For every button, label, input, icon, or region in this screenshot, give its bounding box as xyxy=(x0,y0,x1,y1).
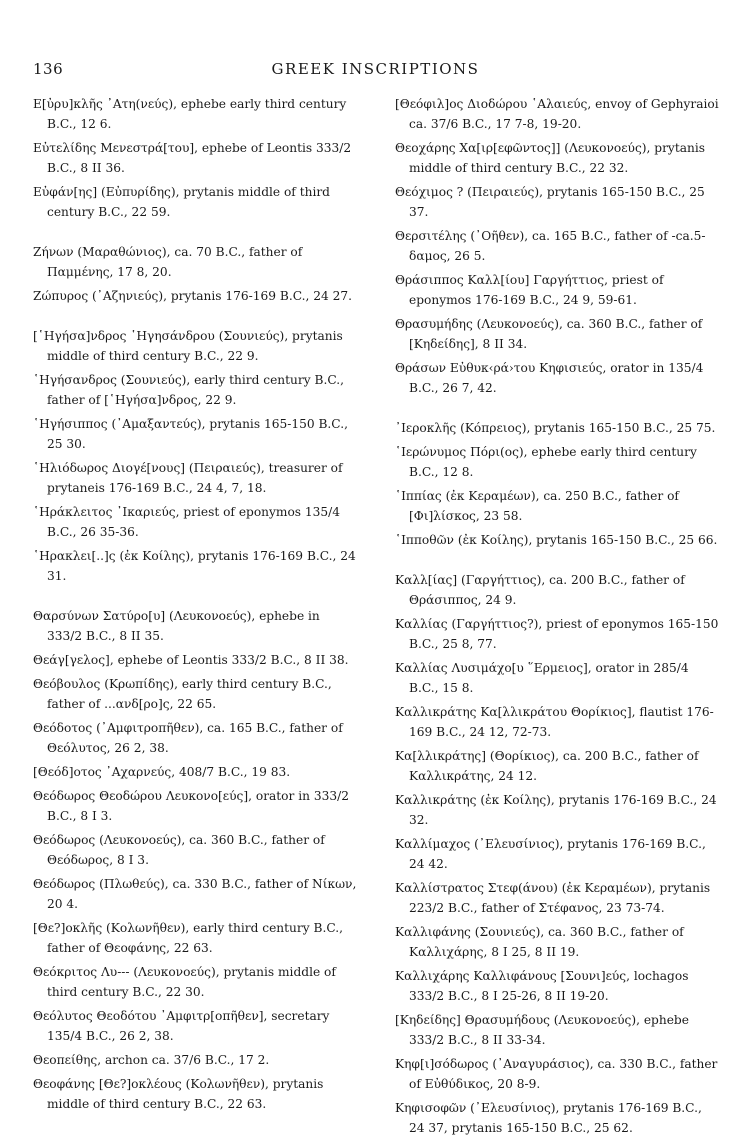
index-entry: [῾Ηγήσα]νδρος ῾Ηγησάνδρου (Σουνιεύς), prytanis middle of third century B.C., 22 9. xyxy=(33,329,343,363)
index-entry: Καλλικράτης (ἐκ Κοίλης), prytanis 176-169 B.C., 24 32. xyxy=(395,793,717,827)
index-entry: Κηφ[ι]σόδωρος (᾽Αναγυράσιος), ca. 330 B.C., father of Εὐθύδικος, 20 8-9. xyxy=(395,1057,718,1091)
index-entry: Καλλιχάρης Καλλιφάνους [Σουνι]εύς, lochagos 333/2 B.C., 8 I 25-26, 8 II 19-20. xyxy=(395,969,689,1003)
index-entry: Καλλίμαχος (᾽Ελευσίνιος), prytanis 176-169 B.C., 24 42. xyxy=(395,837,706,871)
index-entry: Θεόδωρος (Πλωθεύς), ca. 330 B.C., father of Νίκων, 20 4. xyxy=(33,877,357,911)
index-entry: Θεάγ[γελος], ephebe of Leontis 333/2 B.C., 8 II 38. xyxy=(33,653,349,667)
index-entry: Καλλ[ίας] (Γαργήττιος), ca. 200 B.C., father of Θράσιππος, 24 9. xyxy=(395,573,685,607)
section-spacer xyxy=(395,402,720,418)
section-spacer xyxy=(395,554,720,570)
index-entry: Θεόβουλος (Κρωπίδης), early third century B.C., father of ...ανδ[ρο]ς, 22 65. xyxy=(33,677,332,711)
index-entry: ῾Ιππίας (ἐκ Κεραμέων), ca. 250 B.C., father of [Φι]λίσκος, 23 58. xyxy=(395,489,679,523)
index-entry: Θεόλυτος Θεοδότου ᾽Αμφιτρ[οπῆθεν], secretary 135/4 B.C., 26 2, 38. xyxy=(33,1009,330,1043)
index-entry: Ε[ὐρυ]κλῆς ᾽Ατη(νεύς), ephebe early third century B.C., 12 6. xyxy=(33,97,347,131)
index-entry: ῾Ηρακλει[..]ς (ἐκ Κοίλης), prytanis 176-169 B.C., 24 31. xyxy=(33,549,356,583)
index-entry: [Θεόδ]οτος ᾽Αχαρνεύς, 408/7 B.C., 19 83. xyxy=(33,765,291,779)
index-entry: Θεοχάρης Χα[ιρ[εφῶντος]] (Λευκονοεύς), prytanis middle of third century B.C., 22 32. xyxy=(395,141,705,175)
index-entry: Θεοπείθης, archon ca. 37/6 B.C., 17 2. xyxy=(33,1053,270,1067)
index-entry: [Θε?]οκλῆς (Κολωνῆθεν), early third century B.C., father of Θεοφάνης, 22 63. xyxy=(33,921,343,955)
index-entry: Θεόδοτος (᾽Αμφιτροπῆθεν), ca. 165 B.C., father of Θεόλυτος, 26 2, 38. xyxy=(33,721,343,755)
index-entry: Θεόδωρος Θεοδώρου Λευκονο[εύς], orator in 333/2 B.C., 8 I 3. xyxy=(33,789,349,823)
index-column-right xyxy=(395,94,720,1142)
index-entry: ᾽Ιεροκλῆς (Κόπρειος), prytanis 165-150 B.C., 25 75. xyxy=(395,421,716,435)
index-entry: Κηφισοφῶν (᾽Ελευσίνιος), prytanis 176-169 B.C., 24 37, prytanis 165-150 B.C., 25 62. xyxy=(395,1101,702,1135)
section-spacer xyxy=(33,226,358,242)
index-entry: Καλλιφάνης (Σουνιεύς), ca. 360 B.C., father of Καλλιχάρης, 8 I 25, 8 II 19. xyxy=(395,925,684,959)
running-head: GREEK INSCRIPTIONS xyxy=(271,60,480,78)
index-entry: ῾Ηλιόδωρος Διογέ[νους] (Πειραιεύς), treasurer of prytaneis 176-169 B.C., 24 4, 7, 18. xyxy=(33,461,343,495)
index-entry: Θράσων Εὐθυκ‹ρά›του Κηφισιεύς, orator in 135/4 B.C., 26 7, 42. xyxy=(395,361,704,395)
index-entry: Ζήνων (Μαραθώνιος), ca. 70 B.C., father of Παμμένης, 17 8, 20. xyxy=(33,245,303,279)
section-spacer xyxy=(33,590,358,606)
index-entry: Θεόχιμος ? (Πειραιεύς), prytanis 165-150 B.C., 25 37. xyxy=(395,185,705,219)
index-entry: Κα[λλικράτης] (Θορίκιος), ca. 200 B.C., father of Καλλικράτης, 24 12. xyxy=(395,749,699,783)
index-column-left xyxy=(33,94,358,1118)
index-entry: [Κηδείδης] Θρασυμήδους (Λευκονοεύς), ephebe 333/2 B.C., 8 II 33-34. xyxy=(395,1013,689,1047)
index-entry: Καλλίας (Γαργήττιος?), priest of eponymos 165-150 B.C., 25 8, 77. xyxy=(395,617,719,651)
index-entry: Καλλίας Λυσιμάχο[υ ῞Ερμειος], orator in 285/4 B.C., 15 8. xyxy=(395,661,689,695)
index-entry: ῾Ιπποθῶν (ἐκ Κοίλης), prytanis 165-150 B.C., 25 66. xyxy=(395,533,718,547)
index-entry: ῾Ιερώνυμος Πόρι(ος), ephebe early third century B.C., 12 8. xyxy=(395,445,697,479)
index-entry: Καλλικράτης Κα[λλικράτου Θορίκιος], flautist 176-169 B.C., 24 12, 72-73. xyxy=(395,705,714,739)
index-entry: Θεόδωρος (Λευκονοεύς), ca. 360 B.C., father of Θεόδωρος, 8 I 3. xyxy=(33,833,325,867)
index-entry: Θεόκριτος Λυ--- (Λευκονοεύς), prytanis middle of third century B.C., 22 30. xyxy=(33,965,336,999)
index-entry: Θαρσύνων Σατύρο[υ] (Λευκονοεύς), ephebe in 333/2 B.C., 8 II 35. xyxy=(33,609,320,643)
index-entry: Θερσιτέλης (᾽Οῆθεν), ca. 165 B.C., father of -ca.5-δαμος, 26 5. xyxy=(395,229,706,263)
section-spacer xyxy=(33,310,358,326)
index-entry: Καλλίστρατος Στεφ(άνου) (ἐκ Κεραμέων), prytanis 223/2 B.C., father of Στέφανος, 23 73-74. xyxy=(395,881,711,915)
index-entry: [Θεόφιλ]ος Διοδώρου ῾Αλαιεύς, envoy of Gephyraioi ca. 37/6 B.C., 17 7-8, 19-20. xyxy=(395,97,719,131)
index-entry: ῾Ηγήσιππος (᾽Αμαξαντεύς), prytanis 165-150 B.C., 25 30. xyxy=(33,417,348,451)
index-entry: Εὐτελίδης Μενεστρά[του], ephebe of Leontis 333/2 B.C., 8 II 36. xyxy=(33,141,352,175)
index-entry: Θρασυμήδης (Λευκονοεύς), ca. 360 B.C., father of [Κηδείδης], 8 II 34. xyxy=(395,317,703,351)
page-number: 136 xyxy=(33,60,64,78)
index-entry: ῾Ηγήσανδρος (Σουνιεύς), early third century B.C., father of [῾Ηγήσα]νδρος, 22 9. xyxy=(33,373,344,407)
index-entry: Θεοφάνης [Θε?]οκλέους (Κολωνῆθεν), prytanis middle of third century B.C., 22 63. xyxy=(33,1077,324,1111)
index-entry: ῾Ηράκλειτος ᾽Ικαριεύς, priest of eponymos 135/4 B.C., 26 35-36. xyxy=(33,505,341,539)
index-entry: Θράσιππος Καλλ[ίου] Γαργήττιος, priest of eponymos 176-169 B.C., 24 9, 59-61. xyxy=(395,273,664,307)
index-entry: Εὐφάν[ης] (Εὐπυρίδης), prytanis middle of third century B.C., 22 59. xyxy=(33,185,330,219)
index-entry: Ζώπυρος (᾽Αζηνιεύς), prytanis 176-169 B.C., 24 27. xyxy=(33,289,352,303)
